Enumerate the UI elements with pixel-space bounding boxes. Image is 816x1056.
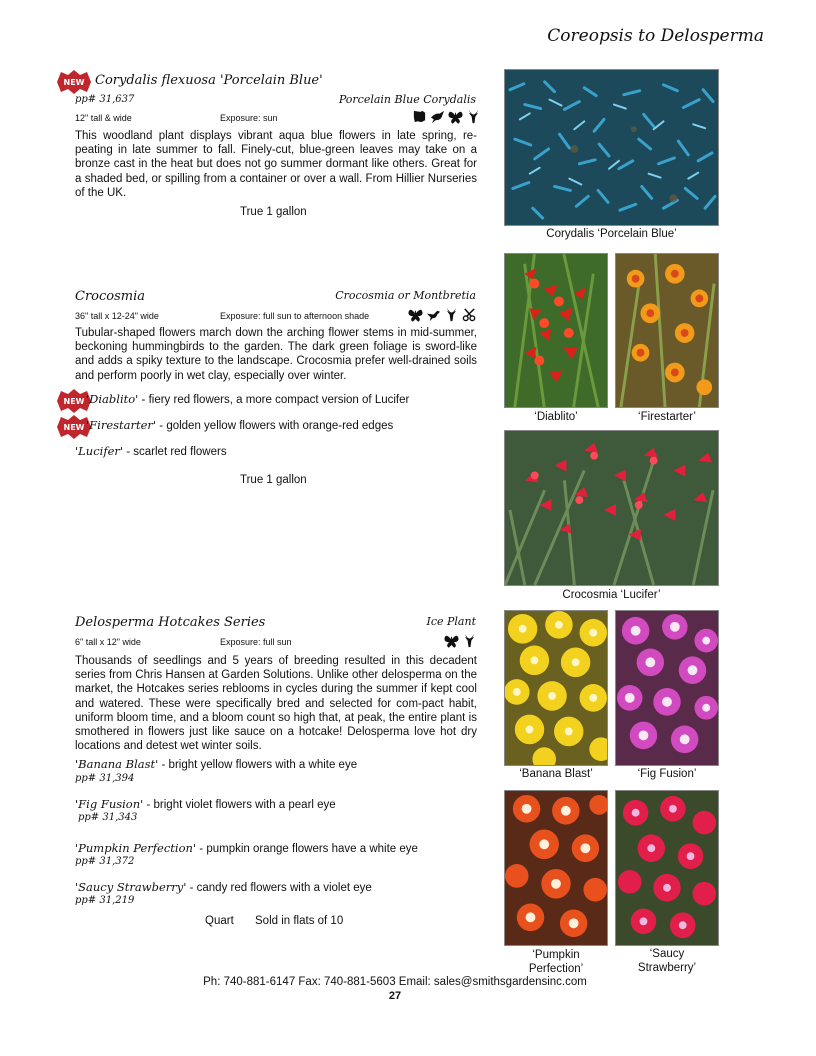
exposure: Exposure: full sun [220,637,292,647]
patent-number: pp# 31,343 [78,812,138,823]
photo-crocosmia-firestarter [615,253,719,408]
photo-crocosmia-diablito [504,253,608,408]
svg-text:NEW: NEW [63,423,85,432]
feature-icons [444,632,477,648]
bird-icon [430,109,445,124]
product-description: Thousands of seedlings and 5 years of breeding resulted in this decadent series from Chris Hansen at Garden Solutions. Unlike other delosperma on the market, the Hotcakes series reblooms in cycles during the summer if kept cool and watered. These were specifically bred and selected for com-pact habit, uniform bloom time, and a bloom count so high that, at peak, the entire plant is smothered in flowers just like sauce on a hotcake! Delosperma love hot dry locations and detest wet winter soils. [75,655,477,753]
variety-diablito: 'Diablito' - fiery red flowers, a more compact version of Lucifer [86,392,410,406]
contact-info: Ph: 740-881-6147 Fax: 740-881-5603 Email: sales@smithsgardensinc.com [203,976,587,988]
photo-delosperma-banana-blast [504,610,608,766]
caption-saucy-strawberry-line2: Strawberry’ [637,962,697,974]
exposure: Exposure: full sun to afternoon shade [220,311,370,321]
ohio-native-icon [412,109,427,124]
patent-number: pp# 31,637 [75,94,135,105]
new-badge-icon [57,70,91,94]
exposure: Exposure: sun [220,113,278,123]
caption-fig-fusion: ‘Fig Fusion’ [637,768,697,780]
page-number: 27 [388,990,402,1002]
caption-pumpkin-perfection-line1: ‘Pumpkin [532,949,580,961]
variety-banana-blast: 'Banana Blast' - bright yellow flowers with a white eye [75,757,358,771]
deer-resistant-icon [444,307,459,322]
sold-in-flats: Sold in flats of 10 [255,915,344,927]
variety-lucifer: 'Lucifer' - scarlet red flowers [75,444,227,458]
container-size: True 1 gallon [240,206,307,218]
variety-firestarter: 'Firestarter' - golden yellow flowers with orange-red edges [86,418,394,432]
svg-text:NEW: NEW [63,78,85,87]
container-size: True 1 gallon [240,474,307,486]
common-name: Crocosmia or Montbretia [335,289,476,302]
plant-size: 36" tall x 12-24" wide [75,311,159,321]
caption-pumpkin-perfection-line2: Perfection’ [528,963,584,975]
caption-corydalis: Corydalis ‘Porcelain Blue’ [546,228,677,240]
plant-size: 6" tall x 12" wide [75,637,141,647]
deer-resistant-icon [462,633,477,648]
common-name: Porcelain Blue Corydalis [338,93,476,106]
feature-icons [412,108,481,124]
caption-diablito: ‘Diablito’ [534,411,578,423]
caption-lucifer: Crocosmia ‘Lucifer’ [562,589,661,601]
cut-flower-icon [462,307,477,322]
deer-resistant-icon [466,109,481,124]
product-name-corydalis: Corydalis flexuosa 'Porcelain Blue' [95,73,323,88]
butterfly-icon [448,109,463,124]
photo-delosperma-saucy-strawberry [615,790,719,946]
variety-fig-fusion: 'Fig Fusion' - bright violet flowers with a pearl eye [75,797,336,811]
product-description: Tubular-shaped flowers march down the arching flower stems in mid-summer, beckoning hummingbirds to the garden. The dark green foliage is sword-like and adds a spiky texture to the landscape. Crocosmia prefer well-drained soils and perform poorly in wet clay, especially over winter. [75,327,477,382]
caption-banana-blast: ‘Banana Blast’ [519,768,593,780]
product-description: This woodland plant displays vibrant aqua blue flowers in late spring, re-peating in late summer to fall. Finely-cut, blue-green leaves may take on a bronze cast in the heat but does not go summer dormant like others. Great for a shaded bed, or spilling from a container or over a wall. From Hillier Nurseries of the UK. [75,130,477,199]
photo-delosperma-fig-fusion [615,610,719,766]
caption-saucy-strawberry-line1: ‘Saucy [649,948,685,960]
photo-delosperma-pumpkin-perfection [504,790,608,946]
photo-crocosmia-lucifer [504,430,719,586]
variety-saucy-strawberry: 'Saucy Strawberry' - candy red flowers with a violet eye [75,880,372,894]
container-size: Quart [205,915,234,927]
patent-number: pp# 31,372 [75,856,135,867]
butterfly-icon [444,633,459,648]
butterfly-icon [408,307,423,322]
page-section-title: Coreopsis to Delosperma [547,26,764,46]
photo-corydalis-porcelain-blue [504,69,719,226]
plant-size: 12" tall & wide [75,113,132,123]
feature-icons [408,306,477,322]
hummingbird-icon [426,307,441,322]
variety-pumpkin-perfection: 'Pumpkin Perfection' - pumpkin orange flowers have a white eye [75,841,418,855]
caption-firestarter: ‘Firestarter’ [638,411,696,423]
common-name: Ice Plant [426,615,476,628]
product-name-delosperma: Delosperma Hotcakes Series [75,615,266,630]
patent-number: pp# 31,219 [75,895,135,906]
product-name-crocosmia: Crocosmia [75,289,146,304]
svg-text:NEW: NEW [63,397,85,406]
patent-number: pp# 31,394 [75,773,135,784]
